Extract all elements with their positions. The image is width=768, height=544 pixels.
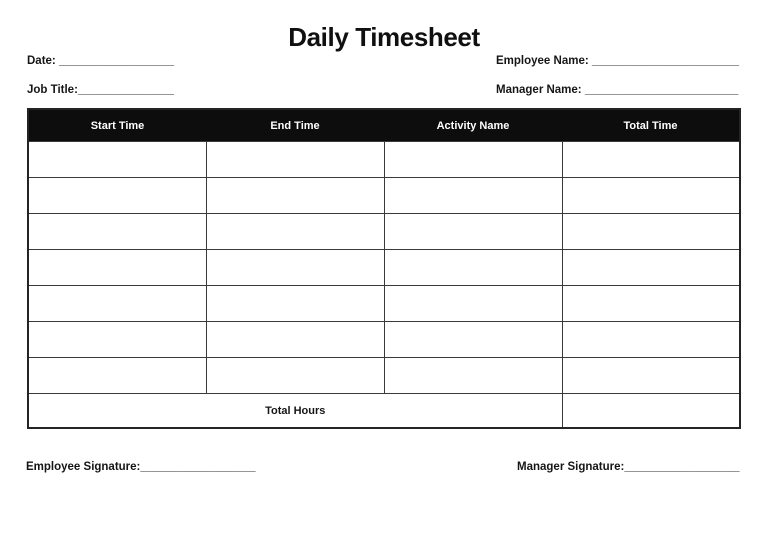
cell-activity-name[interactable] bbox=[384, 358, 562, 394]
manager-name-fill-line[interactable]: ________________________ bbox=[584, 84, 739, 96]
cell-end-time[interactable] bbox=[206, 358, 384, 394]
cell-start-time[interactable] bbox=[28, 286, 206, 322]
timesheet-row bbox=[28, 214, 740, 250]
timesheet-row bbox=[28, 142, 740, 178]
cell-start-time[interactable] bbox=[28, 142, 206, 178]
employee-signature-field bbox=[26, 461, 256, 473]
cell-start-time[interactable] bbox=[28, 358, 206, 394]
cell-start-time[interactable] bbox=[28, 178, 206, 214]
cell-total-time[interactable] bbox=[562, 286, 740, 322]
table-header-row bbox=[28, 109, 740, 142]
timesheet-table bbox=[27, 108, 741, 429]
cell-end-time[interactable] bbox=[206, 214, 384, 250]
employee-name-field bbox=[496, 55, 739, 67]
timesheet-row bbox=[28, 286, 740, 322]
date-label: Date: bbox=[27, 55, 59, 67]
cell-start-time[interactable] bbox=[28, 250, 206, 286]
manager-signature-fill-line[interactable]: __________________ bbox=[624, 461, 740, 473]
cell-total-time[interactable] bbox=[562, 250, 740, 286]
cell-activity-name[interactable] bbox=[384, 286, 562, 322]
total-hours-value-cell[interactable] bbox=[562, 394, 740, 429]
date-fill-line[interactable]: __________________ bbox=[58, 55, 175, 67]
employee-name-fill-line[interactable]: _______________________ bbox=[591, 55, 739, 67]
timesheet-row bbox=[28, 178, 740, 214]
cell-total-time[interactable] bbox=[562, 178, 740, 214]
cell-activity-name[interactable] bbox=[384, 250, 562, 286]
cell-activity-name[interactable] bbox=[384, 322, 562, 358]
cell-end-time[interactable] bbox=[206, 286, 384, 322]
manager-signature-label: Manager Signature: bbox=[517, 461, 625, 473]
job-title-fill-line[interactable]: _______________ bbox=[77, 84, 174, 96]
total-hours-label: Total Hours bbox=[28, 394, 562, 429]
cell-end-time[interactable] bbox=[206, 250, 384, 286]
cell-end-time[interactable] bbox=[206, 322, 384, 358]
cell-total-time[interactable] bbox=[562, 358, 740, 394]
employee-signature-label: Employee Signature: bbox=[26, 461, 141, 473]
job-title-label: Job Title: bbox=[27, 84, 78, 96]
timesheet-row bbox=[28, 322, 740, 358]
total-hours-row bbox=[28, 394, 740, 429]
timesheet-row bbox=[28, 358, 740, 394]
timesheet-row bbox=[28, 250, 740, 286]
employee-name-label: Employee Name: bbox=[496, 55, 592, 67]
cell-total-time[interactable] bbox=[562, 322, 740, 358]
header-activity-name: Activity Name bbox=[384, 109, 562, 142]
cell-end-time[interactable] bbox=[206, 178, 384, 214]
employee-signature-fill-line[interactable]: __________________ bbox=[140, 461, 256, 473]
page-title: Daily Timesheet bbox=[288, 22, 480, 52]
job-title-field bbox=[27, 84, 174, 96]
cell-end-time[interactable] bbox=[206, 142, 384, 178]
cell-activity-name[interactable] bbox=[384, 214, 562, 250]
cell-start-time[interactable] bbox=[28, 214, 206, 250]
header-start-time: Start Time bbox=[28, 109, 206, 142]
manager-name-field bbox=[496, 84, 738, 96]
header-end-time: End Time bbox=[206, 109, 384, 142]
cell-activity-name[interactable] bbox=[384, 142, 562, 178]
timesheet-body bbox=[28, 142, 740, 394]
manager-name-label: Manager Name: bbox=[496, 84, 585, 96]
cell-start-time[interactable] bbox=[28, 322, 206, 358]
cell-activity-name[interactable] bbox=[384, 178, 562, 214]
header-total-time: Total Time bbox=[562, 109, 740, 142]
manager-signature-field bbox=[517, 461, 739, 473]
cell-total-time[interactable] bbox=[562, 142, 740, 178]
date-field bbox=[27, 55, 174, 67]
cell-total-time[interactable] bbox=[562, 214, 740, 250]
